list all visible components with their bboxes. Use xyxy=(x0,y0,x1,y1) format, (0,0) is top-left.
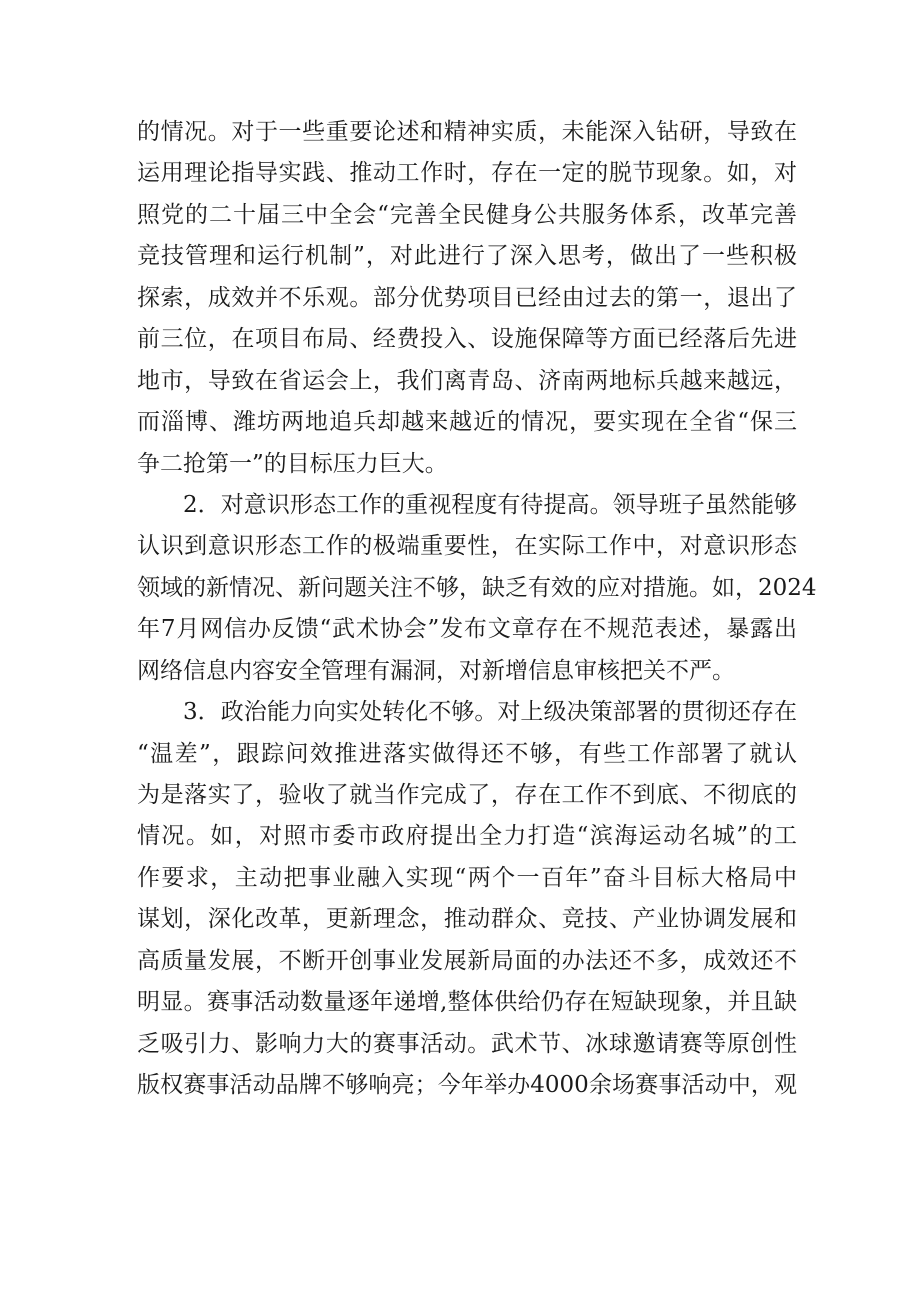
text-line: 争二抢第一”的目标压力巨大。 xyxy=(137,450,448,477)
text-line: 网络信息内容安全管理有漏洞，对新增信息审核把关不严。 xyxy=(137,657,735,684)
text-line: 运用理论指导实践、推动工作时，存在一定的脱节现象。如，对 xyxy=(137,160,797,187)
text-line: 年7月网信办反馈“武术协会”发布文章存在不规范表述，暴露出 xyxy=(137,616,797,643)
body-text xyxy=(137,112,817,1107)
text-line: 认识到意识形态工作的极端重要性，在实际工作中，对意识形态 xyxy=(137,533,797,560)
text-line: 高质量发展，不断开创事业发展新局面的办法还不多，成效还不 xyxy=(137,947,797,974)
paragraph-continued xyxy=(137,112,797,485)
text-line: 竞技管理和运行机制”，对此进行了深入思考，做出了一些积极 xyxy=(137,243,797,270)
text-line: 为是落实了，验收了就当作完成了，存在工作不到底、不彻底的 xyxy=(137,782,797,808)
paragraph-heading-line: 2．对意识形态工作的重视程度有待提高。领导班子虽然能够 xyxy=(183,491,797,518)
text-line: 地市，导致在省运会上，我们离青岛、济南两地标兵越来越远， xyxy=(137,367,797,394)
text-line: 乏吸引力、影响力大的赛事活动。武术节、冰球邀请赛等原创性 xyxy=(137,1030,797,1057)
paragraph-3 xyxy=(137,692,797,1106)
text-line: 探索，成效并不乐观。部分优势项目已经由过去的第一，退出了 xyxy=(137,284,797,311)
text-line: 情况。如，对照市委市政府提出全力打造“滨海运动名城”的工 xyxy=(137,823,797,850)
text-line: 版权赛事活动品牌不够响亮；今年举办4000余场赛事活动中，观 xyxy=(137,1072,797,1099)
text-line: 而淄博、潍坊两地追兵却越来越近的情况，要实现在全省“保三 xyxy=(137,409,797,436)
text-line: 明显。赛事活动数量逐年递增,整体供给仍存在短缺现象，并且缺 xyxy=(137,989,797,1016)
text-line: “温差”，跟踪问效推进落实做得还不够，有些工作部署了就认 xyxy=(137,740,797,767)
text-line: 照党的二十届三中全会“完善全民健身公共服务体系，改革完善 xyxy=(137,201,797,228)
paragraph-2 xyxy=(137,485,817,692)
text-line: 作要求，主动把事业融入实现“两个一百年”奋斗目标大格局中 xyxy=(137,864,797,891)
text-line: 的情况。对于一些重要论述和精神实质，未能深入钻研，导致在 xyxy=(137,119,797,145)
text-line: 前三位，在项目布局、经费投入、设施保障等方面已经落后先进 xyxy=(137,326,797,353)
text-line: 领域的新情况、新问题关注不够，缺乏有效的应对措施。如，2024 xyxy=(137,574,817,601)
paragraph-heading-line: 3．政治能力向实处转化不够。对上级决策部署的贯彻还存在 xyxy=(183,699,797,726)
text-line: 谋划，深化改革，更新理念，推动群众、竞技、产业协调发展和 xyxy=(137,906,797,933)
